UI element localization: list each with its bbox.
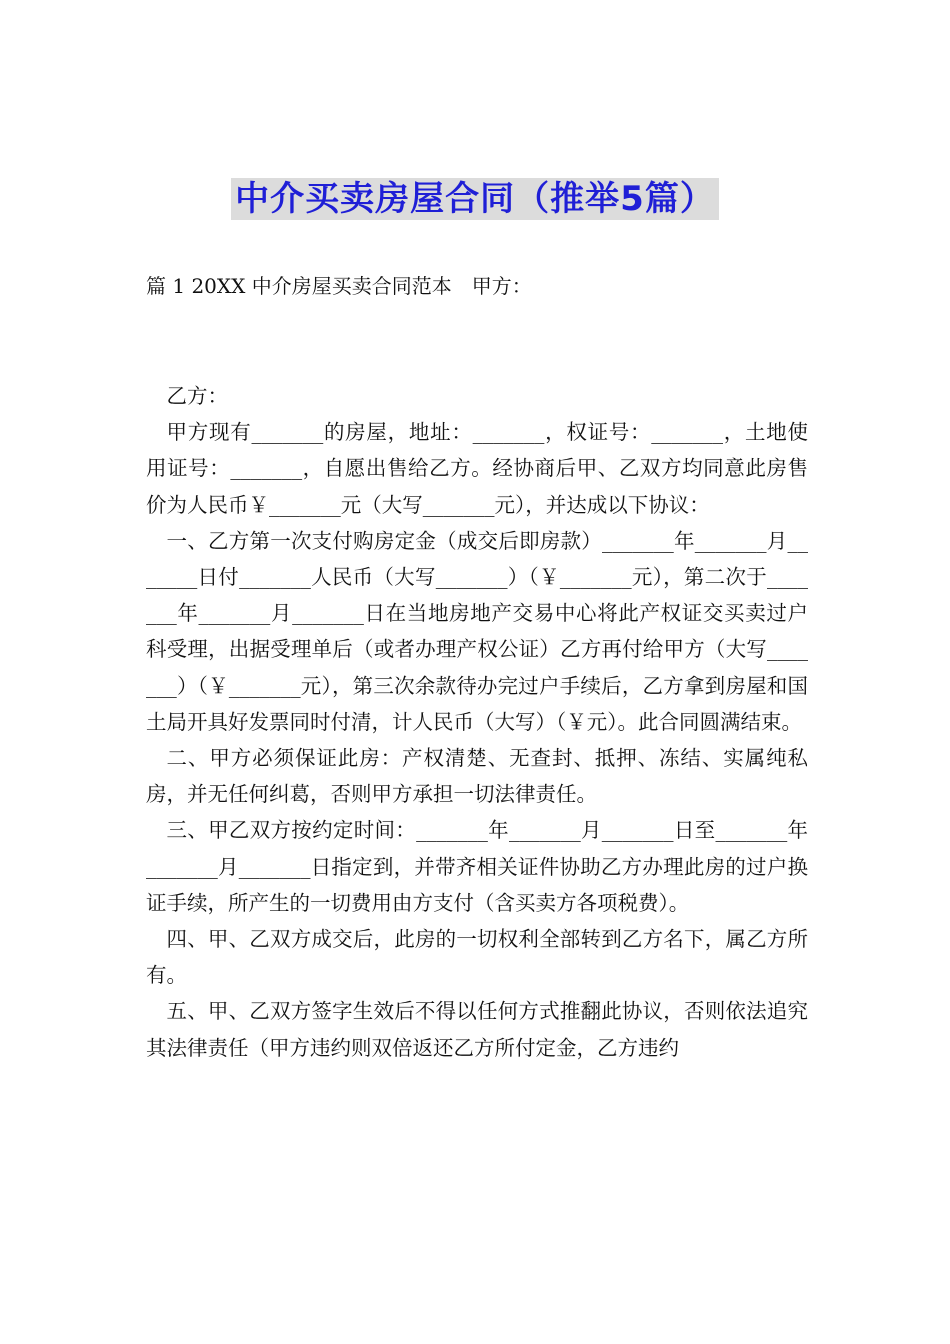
paragraph-clause-2: 二、甲方必须保证此房：产权清楚、无查封、抵押、冻结、实属纯私房，并无任何纠葛，否则甲方承担一切法律责任。 bbox=[146, 746, 808, 807]
paragraph-clause-4: 四、甲、乙双方成交后，此房的一切权利全部转到乙方名下，属乙方所有。 bbox=[146, 927, 808, 988]
document-body bbox=[146, 378, 808, 1066]
paragraph-clause-5: 五、甲、乙双方签字生效后不得以任何方式推翻此协议，否则依法追究其法律责任（甲方违约则双倍返还乙方所付定金，乙方违约 bbox=[146, 999, 808, 1060]
document-title: 中介买卖房屋合同（推举5篇） bbox=[231, 178, 719, 220]
paragraph-intro: 甲方现有_______的房屋，地址：_______，权证号：_______，土地使用证号：_______，自愿出售给乙方。经协商后甲、乙双方均同意此房售价为人民币￥_______元（大写_______元），并达成以下协议： bbox=[146, 420, 808, 517]
paragraph-clause-3: 三、甲乙双方按约定时间：_______年_______月_______日至_______年_______月_______日指定到，并带齐相关证件协助乙方办理此房的过户换证手续，所产生的一切费用由方支付（含买卖方各项税费）。 bbox=[146, 818, 808, 915]
paragraph-party-b: 乙方： bbox=[166, 384, 228, 408]
section-heading: 篇 1 20XX 中介房屋买卖合同范本 甲方： bbox=[146, 274, 532, 298]
title-area bbox=[0, 178, 950, 220]
paragraph-clause-1: 一、乙方第一次支付购房定金（成交后即房款）_______年_______月_______日付_______人民币（大写_______）（￥_______元），第二次于_______年_______月_______日在当地房地产交易中心将此产权证交买卖过户科受理，出据受理单后（或者办理产权公证）乙方再付给甲方（大写_______）（￥_______元），第三次余款待办完过户手续后，乙方拿到房屋和国土局开具好发票同时付清，计人民币（大写）（￥元）。此合同圆满结束。 bbox=[146, 528, 808, 734]
